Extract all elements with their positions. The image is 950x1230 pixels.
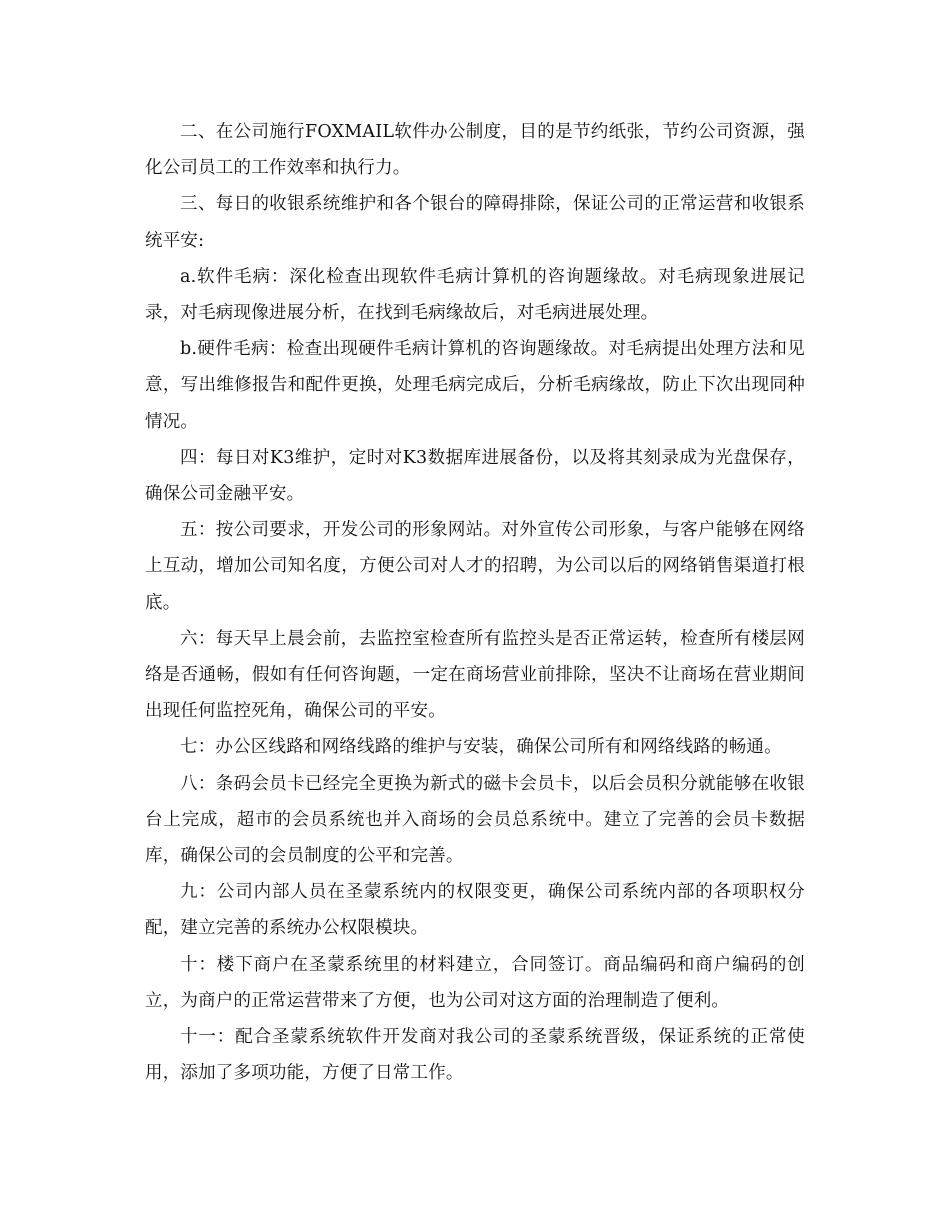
paragraph-4-k3-backup: 四：每日对K3维护，定时对K3数据库进展备份，以及将其刻录成为光盘保存，确保公司金融平安。 — [145, 447, 805, 505]
paragraph-6-monitoring: 六：每天早上晨会前，去监控室检查所有监控头是否正常运转，检查所有楼层网络是否通畅，假如有任何咨询题，一定在商场营业前排除，坚决不让商场在营业期间出现任何监控死角，确保公司的平安。 — [145, 628, 805, 722]
paragraph-3b-hardware-faults: b.硬件毛病：检查出现硬件毛病计算机的咨询题缘故。对毛病提出处理方法和见意，写出维修报告和配件更换，处理毛病完成后，分析毛病缘故，防止下次出现同种情况。 — [145, 339, 805, 432]
paragraph-10-merchant-data: 十：楼下商户在圣蒙系统里的材料建立，合同签订。商品编码和商户编码的创立，为商户的正常运营带来了方便，也为公司对这方面的治理制造了便利。 — [145, 954, 805, 1011]
paragraph-2-foxmail: 二、在公司施行FOXMAIL软件办公制度，目的是节约纸张，节约公司资源，强化公司员工的工作效率和执行力。 — [145, 122, 805, 179]
paragraph-5-website: 五：按公司要求，开发公司的形象网站。对外宣传公司形象，与客户能够在网络上互动，增加公司知名度，方便公司对人才的招聘，为公司以后的网络销售渠道打根底。 — [145, 520, 805, 613]
paragraph-9-permissions: 九：公司内部人员在圣蒙系统内的权限变更，确保公司系统内部的各项职权分配，建立完善的系统办公权限模块。 — [145, 882, 805, 939]
paragraph-7-network-lines: 七：办公区线路和网络线路的维护与安装，确保公司所有和网络线路的畅通。 — [180, 737, 782, 758]
paragraph-11-system-upgrade: 十一：配合圣蒙系统软件开发商对我公司的圣蒙系统晋级，保证系统的正常使用，添加了多项功能，方便了日常工作。 — [145, 1027, 805, 1084]
paragraph-3-cashier-system: 三、每日的收银系统维护和各个银台的障碍排除，保证公司的正常运营和收银系统平安: — [145, 194, 805, 251]
document-body — [145, 114, 805, 1091]
paragraph-8-member-cards: 八：条码会员卡已经完全更换为新式的磁卡会员卡，以后会员积分就能够在收银台上完成，超市的会员系统也并入商场的会员总系统中。建立了完善的会员卡数据库，确保公司的会员制度的公平和完善。 — [145, 773, 805, 867]
paragraph-3a-software-faults: a.软件毛病：深化检查出现软件毛病计算机的咨询题缘故。对毛病现象进展记录，对毛病现像进展分析，在找到毛病缘故后，对毛病进展处理。 — [145, 266, 805, 324]
